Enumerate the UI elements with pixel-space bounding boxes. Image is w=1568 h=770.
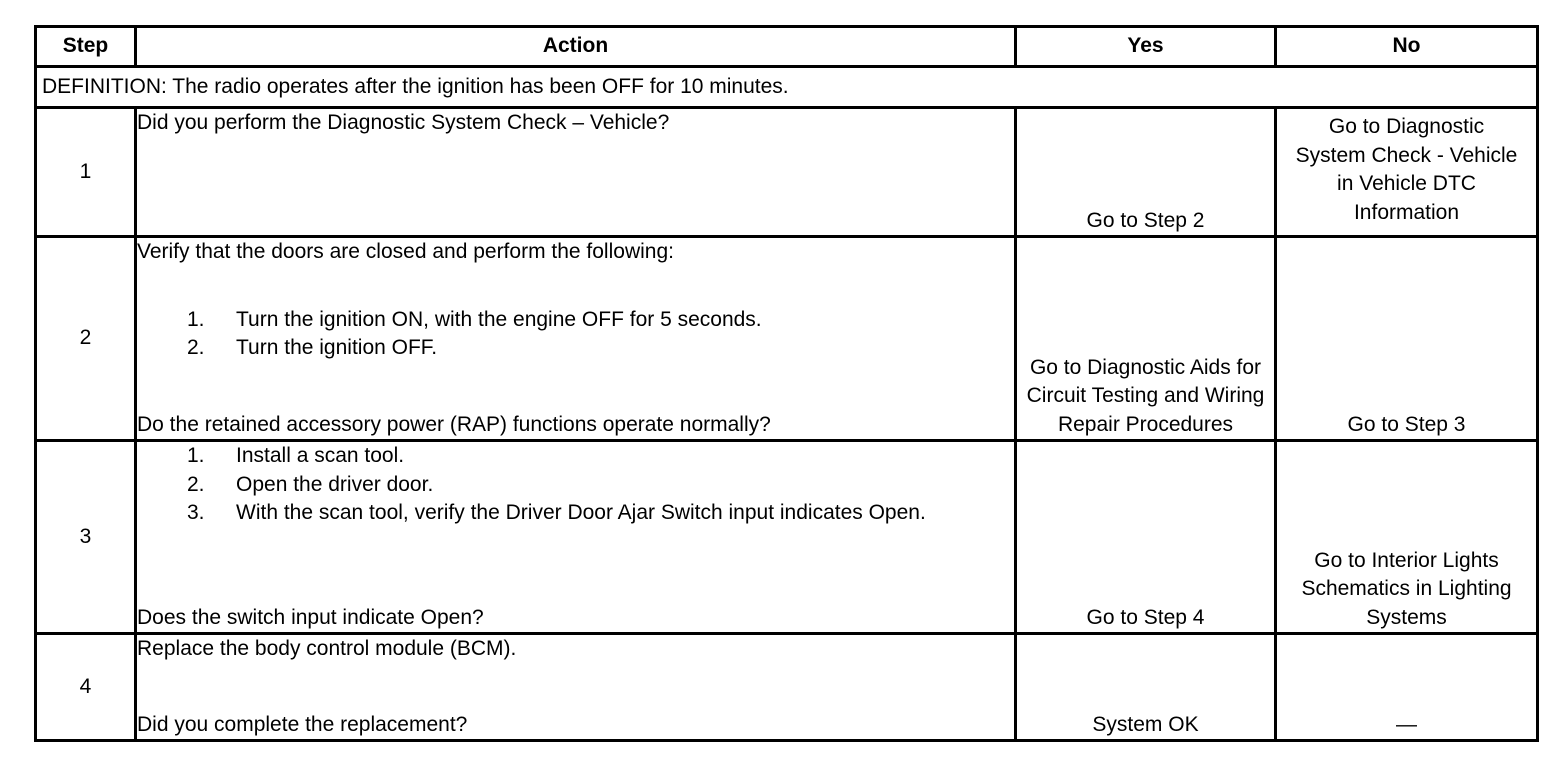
action-text: Did you perform the Diagnostic System Check – Vehicle?: [137, 111, 670, 134]
step-number: 2: [36, 237, 136, 441]
table-row: [36, 634, 1538, 741]
header-row: [36, 27, 1538, 67]
action-cell: [136, 634, 1016, 741]
header-no: No: [1276, 27, 1538, 67]
no-result: Go to Interior Lights Schematics in Lighting Systems: [1276, 441, 1538, 634]
header-yes: Yes: [1016, 27, 1276, 67]
list-item: 1. Install a scan tool.: [187, 444, 405, 467]
action-content: [137, 635, 1014, 739]
step-number: 3: [36, 441, 136, 634]
yes-result: Go to Step 2: [1016, 108, 1276, 237]
header-step: Step: [36, 27, 136, 67]
question-text: Does the switch input indicate Open?: [137, 605, 484, 629]
header-action: Action: [136, 27, 1016, 67]
action-cell: [136, 108, 1016, 237]
definition-text: DEFINITION: The radio operates after the ignition has been OFF for 10 minutes.: [36, 67, 1538, 108]
substep-list: [137, 306, 1014, 363]
diagnostic-table: [34, 25, 1539, 742]
definition-row: [36, 67, 1538, 108]
table-row: [36, 441, 1538, 634]
list-item: 3. With the scan tool, verify the Driver Door Ajar Switch input indicates Open.: [187, 501, 926, 524]
no-result: Go to Diagnostic System Check - Vehicle in Vehicle DTC Information: [1276, 108, 1538, 237]
substep-list: [137, 442, 1014, 528]
question-text: Do the retained accessory power (RAP) functions operate normally?: [137, 412, 771, 436]
list-item: 2. Open the driver door.: [187, 472, 434, 496]
step-number: 1: [36, 108, 136, 237]
table-row: [36, 237, 1538, 441]
table-row: [36, 108, 1538, 237]
action-text: Replace the body control module (BCM).: [137, 637, 517, 660]
list-item: 1. Turn the ignition ON, with the engine OFF for 5 seconds.: [187, 307, 762, 331]
action-content: [137, 442, 1014, 632]
action-text: Verify that the doors are closed and perform the following:: [137, 240, 674, 263]
action-cell: [136, 237, 1016, 441]
step-number: 4: [36, 634, 136, 741]
yes-result: Go to Step 4: [1016, 441, 1276, 634]
action-content: [137, 238, 1014, 439]
yes-result: System OK: [1016, 634, 1276, 741]
list-item: 2. Turn the ignition OFF.: [187, 336, 438, 359]
action-cell: [136, 441, 1016, 634]
question-text: Did you complete the replacement?: [137, 712, 468, 736]
yes-result: Go to Diagnostic Aids for Circuit Testing and Wiring Repair Procedures: [1016, 237, 1276, 441]
no-result: Go to Step 3: [1276, 237, 1538, 441]
no-result: —: [1276, 634, 1538, 741]
